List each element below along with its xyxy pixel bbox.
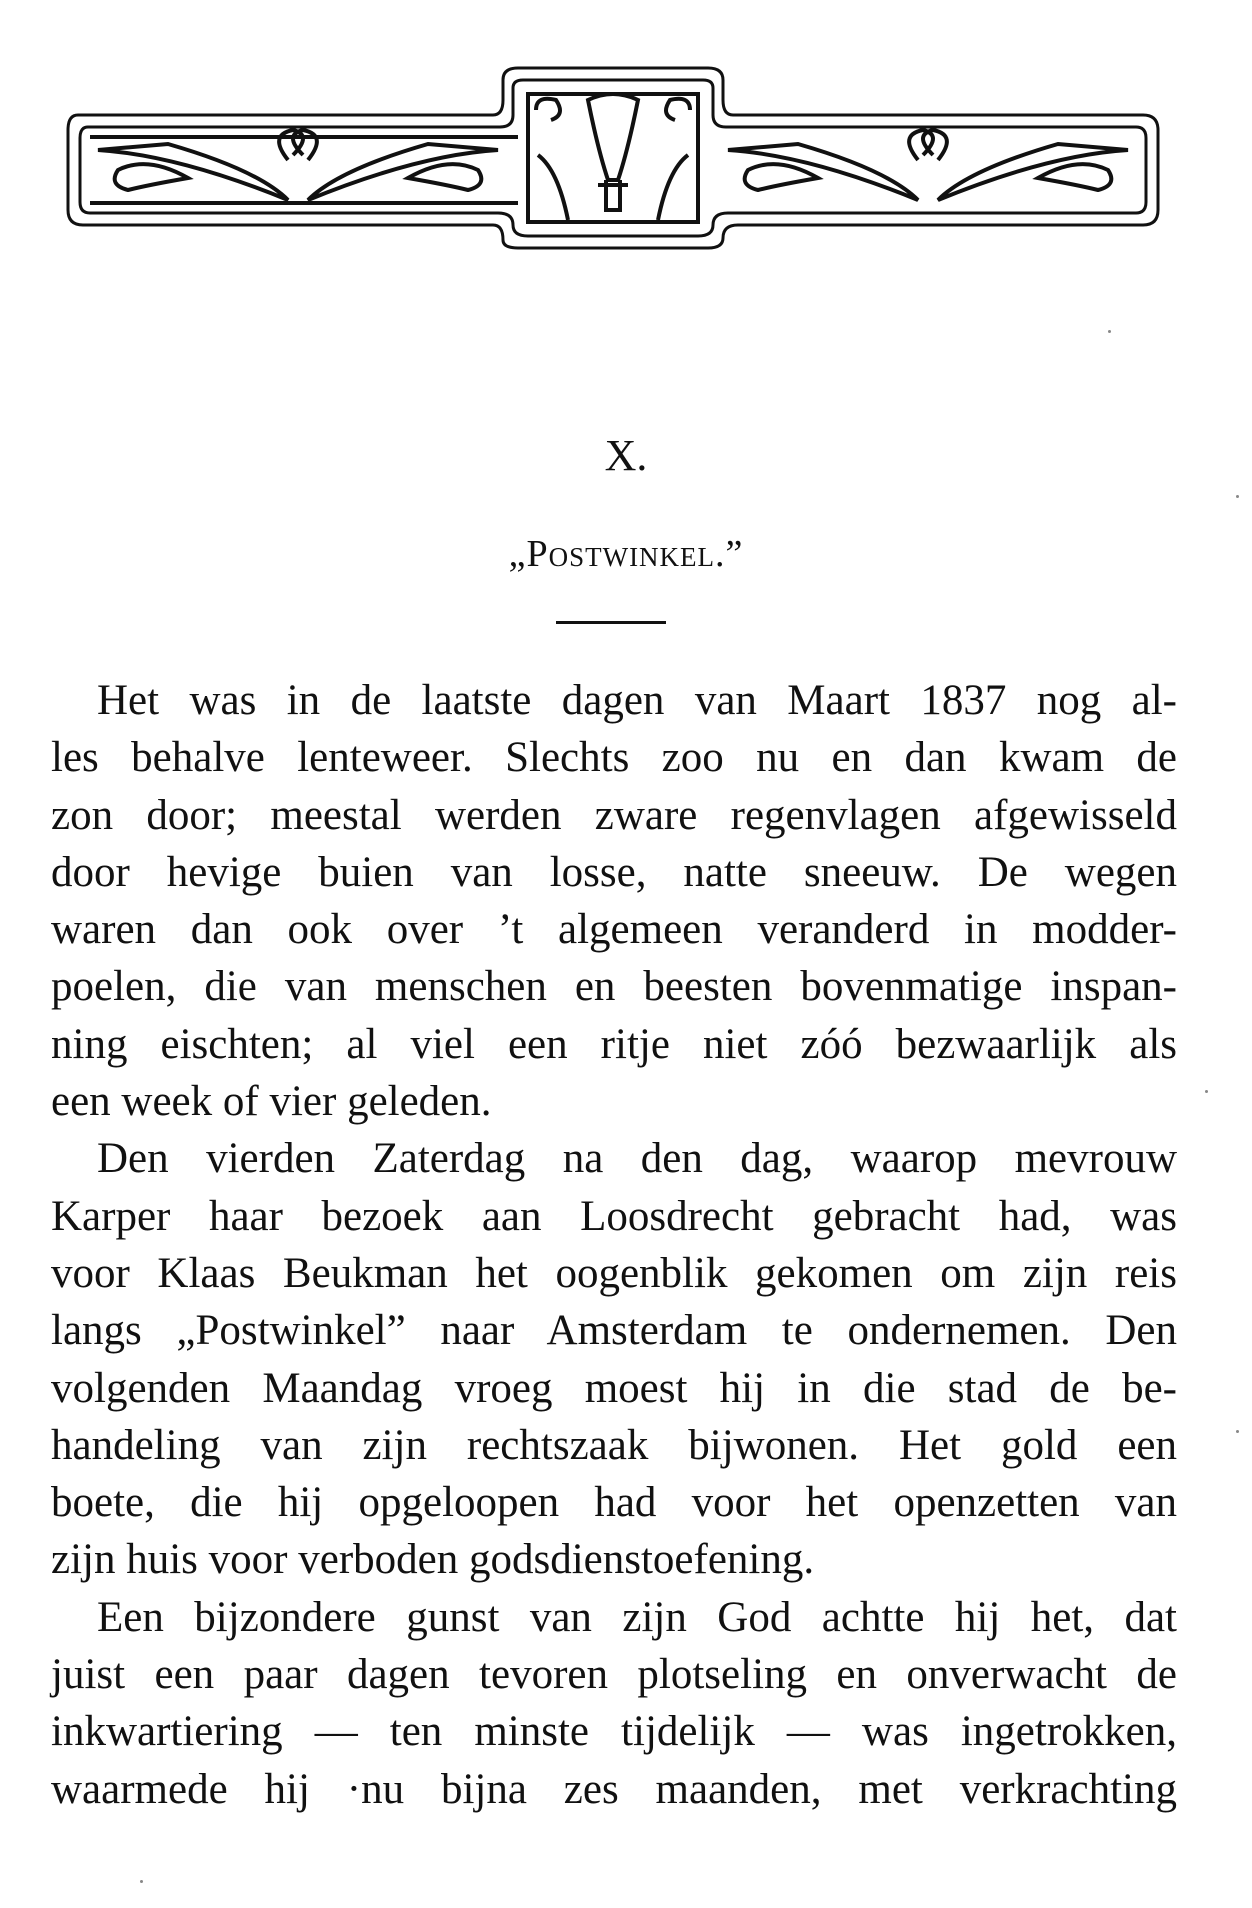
paragraph bbox=[51, 672, 1177, 1130]
scan-speck bbox=[1236, 495, 1239, 498]
text-line: zon door; meestal werden zware regenvlagen afgewisseld bbox=[51, 791, 1177, 839]
text-line: Een bijzondere gunst van zijn God achtte hij het, dat bbox=[97, 1593, 1177, 1641]
text-line: boete, die hij opgeloopen had voor het openzetten van bbox=[51, 1479, 1177, 1527]
text-line: door hevige buien van losse, natte sneeuw. De wegen bbox=[51, 848, 1177, 896]
text-line: handeling van zijn rechtszaak bijwonen. Het gold een bbox=[51, 1421, 1177, 1469]
text-line: Het was in de laatste dagen van Maart 1837 nog al- bbox=[97, 677, 1177, 724]
text-line: ning eischten; al viel een ritje niet zóó bezwaarlijk als bbox=[51, 1020, 1177, 1068]
text-line: les behalve lenteweer. Slechts zoo nu en dan kwam de bbox=[51, 734, 1177, 782]
text-line: een week of vier geleden. bbox=[51, 1078, 492, 1126]
text-line: juist een paar dagen tevoren plotseling en onverwacht de bbox=[51, 1651, 1177, 1699]
text-line: Den vierden Zaterdag na den dag, waarop mevrouw bbox=[97, 1135, 1177, 1183]
body-text bbox=[51, 672, 1177, 1818]
paragraph bbox=[51, 1130, 1177, 1588]
text-line: waarmede hij ·nu bijna zes maanden, met verkrachting bbox=[51, 1765, 1177, 1813]
text-line: voor Klaas Beukman het oogenblik gekomen om zijn reis bbox=[51, 1249, 1177, 1297]
text-line: langs „Postwinkel” naar Amsterdam te ondernemen. Den bbox=[51, 1307, 1177, 1355]
text-line: poelen, die van menschen en beesten bovenmatige inspan- bbox=[51, 963, 1177, 1011]
paragraph bbox=[51, 1589, 1177, 1818]
scan-speck bbox=[1108, 330, 1111, 333]
text-line: inkwartiering — ten minste tijdelijk — was ingetrokken, bbox=[51, 1708, 1177, 1756]
text-line: volgenden Maandag vroeg moest hij in die stad de be- bbox=[51, 1364, 1177, 1412]
text-line: waren dan ook over ’t algemeen veranderd in modder- bbox=[51, 906, 1177, 954]
scan-speck bbox=[1205, 1090, 1208, 1093]
text-line: Karper haar bezoek aan Loosdrecht gebracht had, was bbox=[51, 1192, 1177, 1240]
scan-speck bbox=[140, 1880, 143, 1883]
chapter-title: „Postwinkel.” bbox=[508, 533, 744, 575]
text-line: zijn huis voor verboden godsdienstoefening. bbox=[51, 1536, 815, 1584]
scan-speck bbox=[1236, 1430, 1239, 1433]
art-nouveau-header-ornament bbox=[58, 60, 1168, 250]
title-divider bbox=[556, 621, 666, 624]
chapter-number: X. bbox=[604, 431, 648, 480]
